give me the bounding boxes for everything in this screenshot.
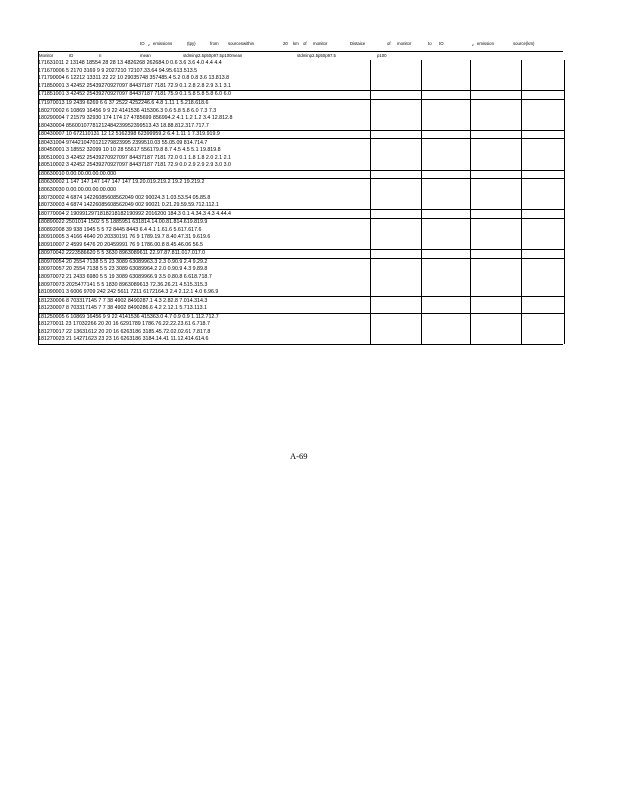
empty-cell <box>371 242 422 250</box>
header-tO-2: tO <box>439 41 444 46</box>
empty-cell <box>371 83 422 91</box>
table-row <box>38 68 565 76</box>
table-row <box>38 115 565 123</box>
empty-cell <box>522 297 565 305</box>
table-row <box>38 107 565 115</box>
empty-cell <box>471 91 522 100</box>
empty-cell <box>522 202 565 210</box>
empty-cell <box>522 170 565 179</box>
empty-cell <box>371 122 422 130</box>
empty-cell <box>522 194 565 202</box>
empty-cell <box>371 250 422 259</box>
empty-cell <box>371 107 422 115</box>
row-text: 180890022 2501014 1502 5 5 1885951 631814.14.00.81.814.619.819.9 <box>38 218 371 226</box>
empty-cell <box>471 329 522 337</box>
header-tO: tO <box>140 41 145 46</box>
empty-cell <box>422 218 471 226</box>
row-text: 180892008 39 938 1945 5 5 72 8445 8443 6.4 4.1 1.61.6 5.617.617.6 <box>38 226 371 234</box>
table-top-rule <box>38 51 563 52</box>
empty-cell <box>522 313 565 321</box>
row-text: 180430007 10 672110131 12 12 5162398 62399959.2 6.4 1.11 1 7.319.919.9 <box>38 130 371 139</box>
empty-cell <box>522 162 565 170</box>
empty-cell <box>371 194 422 202</box>
empty-cell <box>471 107 522 115</box>
header-source-km: source(km) <box>513 41 535 46</box>
empty-cell <box>471 242 522 250</box>
table-row <box>38 162 565 170</box>
row-text: 181090001 3 6006 9709 242 242 5611 7211 6172164.3 2.4 2.12.1 4.0 6.96.9 <box>38 289 371 297</box>
empty-cell <box>371 313 422 321</box>
table-row <box>38 60 565 68</box>
empty-cell <box>422 68 471 76</box>
empty-cell <box>522 210 565 219</box>
header-stats-col-2: stdminp2.5p50p97.5 <box>297 53 336 58</box>
table-row <box>38 266 565 274</box>
empty-cell <box>422 305 471 313</box>
table-row <box>38 297 565 305</box>
table-row <box>38 194 565 202</box>
empty-cell <box>471 250 522 259</box>
empty-cell <box>422 336 471 344</box>
row-text: 180970042 2223586620 5 5 3630 8963089611 22.97.87.811.017.017.0 <box>38 250 371 259</box>
table-row <box>38 226 565 234</box>
empty-cell <box>471 202 522 210</box>
empty-cell <box>522 68 565 76</box>
empty-cell <box>422 99 471 107</box>
empty-cell <box>371 218 422 226</box>
empty-cell <box>471 336 522 344</box>
empty-cell <box>422 107 471 115</box>
header-p100-col: p100 <box>377 53 387 58</box>
empty-cell <box>422 313 471 321</box>
row-text: 171851001 3 42452 25439270927097 84437187 7181 75.9 0.1 5.8 5.8 5.8 6.0 6.0 <box>38 91 371 100</box>
empty-cell <box>471 147 522 155</box>
row-text: 180431004 9744210470121279823995 2399510.03 55.05.09 814.714.7 <box>38 139 371 147</box>
header-km: km <box>293 41 299 46</box>
empty-cell <box>471 321 522 329</box>
row-text: 171631011 2 13148 18554 28 28 13 4826268 262684.0 0.6 3.6 3.6 4.0 4.4 4.4 <box>38 60 371 68</box>
row-text: 171970013 19 2439 6269 6 6 37 2522 4252246.6 4.8 1.11 1 5.218.618.6 <box>38 99 371 107</box>
empty-cell <box>422 202 471 210</box>
empty-cell <box>522 107 565 115</box>
empty-cell <box>371 170 422 179</box>
empty-cell <box>471 122 522 130</box>
table-row <box>38 321 565 329</box>
empty-cell <box>471 99 522 107</box>
empty-cell <box>522 274 565 282</box>
header-stats-col: stdminp2.5p50p97.5p100mean <box>183 53 243 58</box>
header-monitor-2: monitor <box>397 41 412 46</box>
empty-cell <box>371 130 422 139</box>
header-n-col: n <box>99 53 102 58</box>
empty-cell <box>371 258 422 266</box>
empty-cell <box>422 258 471 266</box>
row-text: 180910005 3 4166 4640 20 20330191 76 9 1789.19.7 8.40.47.31 9.619.6 <box>38 234 371 242</box>
row-text: 180970073 2025477141 5 5 1830 8963089613 72.36.26.21 4.515.315.3 <box>38 281 371 289</box>
empty-cell <box>471 281 522 289</box>
empty-cell <box>422 139 471 147</box>
empty-cell <box>371 226 422 234</box>
row-text: 180510001 3 42452 25439270927097 84437187 7181 72.0 0.1 1.8 1.8 2.0 2.1 2.1 <box>38 155 371 163</box>
empty-cell <box>422 226 471 234</box>
empty-cell <box>371 99 422 107</box>
empty-cell <box>371 281 422 289</box>
empty-cell <box>422 329 471 337</box>
empty-cell <box>522 321 565 329</box>
empty-cell <box>471 218 522 226</box>
table-row <box>38 130 565 139</box>
empty-cell <box>422 194 471 202</box>
empty-cell <box>522 218 565 226</box>
header-of-2: of <box>387 41 391 46</box>
empty-cell <box>422 281 471 289</box>
row-text: 180970072 21 2433 6980 5 5 19 3089 63089966.9 3.5 0.80.8 6.618.718.7 <box>38 274 371 282</box>
empty-cell <box>371 210 422 219</box>
row-text: 180510002 3 42452 25439270927097 84437187 7181 72.9 0.0 2.9 2.9 2.9 3.0 3.0 <box>38 162 371 170</box>
row-text: 180730002 4 6874 14226085608562049 002 90024.3 1.03.53.54 05.85.8 <box>38 194 371 202</box>
table-row <box>38 91 565 100</box>
row-text: 181270017 22 13631612 20 20 16 6263186 3185.45.72.02.02.61 7.817.8 <box>38 329 371 337</box>
table-row <box>38 99 565 107</box>
header-of: of <box>303 41 307 46</box>
empty-cell <box>471 187 522 195</box>
row-text: 180430004 85600107781212484239952399513.43 18.88.812.317.717.7 <box>38 122 371 130</box>
table-row <box>38 258 565 266</box>
empty-cell <box>522 187 565 195</box>
empty-cell <box>422 266 471 274</box>
empty-cell <box>422 274 471 282</box>
empty-cell <box>471 305 522 313</box>
table-row <box>38 336 565 344</box>
empty-cell <box>422 321 471 329</box>
empty-cell <box>422 91 471 100</box>
empty-cell <box>371 179 422 187</box>
row-text: 180630002 1 147 147 147 147 147 147 19.20.019.219.2 19.2 19.219.2 <box>38 179 371 187</box>
table-row <box>38 187 565 195</box>
empty-cell <box>471 226 522 234</box>
empty-cell <box>471 68 522 76</box>
header-20: 20 <box>283 41 288 46</box>
empty-cell <box>422 234 471 242</box>
table-row <box>38 75 565 83</box>
row-text: 180970054 20 2554 7138 5 5 23 3089 63089963.3 2.3 0.90.9 2.4 9.29.2 <box>38 258 371 266</box>
empty-cell <box>522 226 565 234</box>
table-row <box>38 179 565 187</box>
empty-cell <box>371 274 422 282</box>
empty-cell <box>422 130 471 139</box>
row-text: 171790004 6 12212 13311 22 22 10 29035748 357485.4 5.2 0.8 0.8 3.6 13.813.8 <box>38 75 371 83</box>
empty-cell <box>371 305 422 313</box>
empty-cell <box>471 83 522 91</box>
empty-cell <box>522 91 565 100</box>
empty-cell <box>522 258 565 266</box>
empty-cell <box>422 289 471 297</box>
empty-cell <box>371 115 422 123</box>
empty-cell <box>371 162 422 170</box>
row-text: 181270011 23 17032266 20 20 16 6291789 1786.76.22.22.23.61 6.718.7 <box>38 321 371 329</box>
table-row <box>38 147 565 155</box>
empty-cell <box>522 139 565 147</box>
table-row <box>38 281 565 289</box>
empty-cell <box>422 122 471 130</box>
empty-cell <box>522 83 565 91</box>
row-text: 180630010 0.00.00.00.00.00.000 <box>38 170 371 179</box>
header-emissions: emissions <box>153 41 173 46</box>
table-row <box>38 274 565 282</box>
row-text: 181270023 21 14271623 23 23 16 6263186 3184.14.41 11.12.414.614.6 <box>38 336 371 344</box>
table-row <box>38 202 565 210</box>
empty-cell <box>471 258 522 266</box>
empty-cell <box>422 75 471 83</box>
empty-cell <box>422 115 471 123</box>
header-distance: Distaice <box>350 41 366 46</box>
empty-cell <box>522 234 565 242</box>
empty-cell <box>471 75 522 83</box>
table-row <box>38 329 565 337</box>
row-text: 180450001 3 18552 32099 10 10 28 55617 556179.8 8.7 4.5 4.5 5.1 19.819.8 <box>38 147 371 155</box>
empty-cell <box>422 147 471 155</box>
table-row <box>38 122 565 130</box>
empty-cell <box>522 242 565 250</box>
header-subscript-2: 2 <box>472 43 474 47</box>
empty-cell <box>522 281 565 289</box>
empty-cell <box>422 162 471 170</box>
empty-cell <box>471 179 522 187</box>
row-text: 180970057 20 2554 7138 5 5 23 3089 63089964.2 2.0 0.90.9 4.3 9.89.8 <box>38 266 371 274</box>
empty-cell <box>471 60 522 68</box>
empty-cell <box>522 130 565 139</box>
table-row <box>38 289 565 297</box>
empty-cell <box>422 155 471 163</box>
table-row <box>38 234 565 242</box>
header-mean-col: mean <box>140 53 151 58</box>
empty-cell <box>422 170 471 179</box>
row-text: 171850001 3 42452 25439270927097 84437187 7181 72.9 0.1 2.8 2.8 2.9 3.1 3.1 <box>38 83 371 91</box>
table-row <box>38 250 565 259</box>
empty-cell <box>371 187 422 195</box>
row-text: 180290004 7 21579 32930 174 174 17 4785699 856994.2 4.1 1.2 1.2 3.4 12.812.8 <box>38 115 371 123</box>
empty-cell <box>522 122 565 130</box>
row-text: 180270002 6 10869 16456 9 9 22 4141536 415306.3 0.6 5.8 5.8 6.0 7.3 7.3 <box>38 107 371 115</box>
table-row <box>38 313 565 321</box>
row-text: 180730003 4 6874 14226085608562049 002 90021 0.21.29.59.59.712.112.1 <box>38 202 371 210</box>
empty-cell <box>371 297 422 305</box>
header-subscript: 2 <box>148 43 150 47</box>
header-sourceswithin: sourceswithin <box>228 41 255 46</box>
table-row <box>38 155 565 163</box>
empty-cell <box>522 115 565 123</box>
page-number: A-69 <box>290 451 308 461</box>
empty-cell <box>471 289 522 297</box>
empty-cell <box>371 68 422 76</box>
empty-cell <box>371 336 422 344</box>
table-row <box>38 83 565 91</box>
empty-cell <box>522 99 565 107</box>
empty-cell <box>471 139 522 147</box>
empty-cell <box>471 234 522 242</box>
row-text: 171670006 5 2170 3169 9 9 2027210 72107.33.64 94.95.613.513.5 <box>38 68 371 76</box>
table-bottom-rule <box>38 344 563 345</box>
row-text: 181230006 8 703317145 7 7 38 4902 8490287.1 4.3 2.82.8 7.014.314.3 <box>38 297 371 305</box>
empty-cell <box>522 155 565 163</box>
empty-cell <box>522 60 565 68</box>
header-from: from <box>210 41 219 46</box>
empty-cell <box>422 210 471 219</box>
empty-cell <box>522 250 565 259</box>
table-left-rule <box>38 51 39 344</box>
header-to: to <box>428 41 432 46</box>
empty-cell <box>471 155 522 163</box>
empty-cell <box>522 266 565 274</box>
empty-cell <box>471 162 522 170</box>
table-row <box>38 305 565 313</box>
header-id-col: ID <box>69 53 74 58</box>
empty-cell <box>422 83 471 91</box>
empty-cell <box>471 274 522 282</box>
empty-cell <box>422 242 471 250</box>
row-text: 181250005 6 10869 16456 9 9 22 4141536 415363.0 4.7 0.9 0.9 1.112.712.7 <box>38 313 371 321</box>
row-text: 180770004 2 1909912971818218182190992 2016200 184.3 0.1 4.34.3 4.3 4.44.4 <box>38 210 371 219</box>
empty-cell <box>522 329 565 337</box>
empty-cell <box>422 187 471 195</box>
row-text: 180630030 0.00.00.00.00.00.000 <box>38 187 371 195</box>
header-tpy: (tpy) <box>187 41 196 46</box>
empty-cell <box>471 266 522 274</box>
empty-cell <box>471 297 522 305</box>
empty-cell <box>371 266 422 274</box>
empty-cell <box>471 210 522 219</box>
table-row <box>38 170 565 179</box>
empty-cell <box>471 313 522 321</box>
header-emission: emission <box>477 41 494 46</box>
empty-cell <box>371 155 422 163</box>
empty-cell <box>422 250 471 259</box>
empty-cell <box>471 194 522 202</box>
empty-cell <box>371 202 422 210</box>
header-monitor-col: Monitor <box>39 53 54 58</box>
row-text: 181230007 8 703317145 7 7 38 4902 8490286.6 4.2 2.12.1 5.713.113.1 <box>38 305 371 313</box>
table-row <box>38 218 565 226</box>
table-row <box>38 139 565 147</box>
empty-cell <box>371 60 422 68</box>
empty-cell <box>371 147 422 155</box>
empty-cell <box>522 289 565 297</box>
empty-cell <box>522 75 565 83</box>
empty-cell <box>471 170 522 179</box>
row-text: 180910007 2 4599 6476 20 20459991 76 9 1786.00.8 8.45.46.06 56.5 <box>38 242 371 250</box>
empty-cell <box>371 234 422 242</box>
empty-cell <box>522 336 565 344</box>
table-row <box>38 242 565 250</box>
empty-cell <box>471 115 522 123</box>
monitor-emissions-table <box>38 60 565 344</box>
empty-cell <box>371 321 422 329</box>
header-monitor: monitor <box>313 41 328 46</box>
empty-cell <box>371 91 422 100</box>
empty-cell <box>422 179 471 187</box>
empty-cell <box>371 139 422 147</box>
empty-cell <box>522 147 565 155</box>
empty-cell <box>522 179 565 187</box>
empty-cell <box>371 75 422 83</box>
empty-cell <box>422 60 471 68</box>
empty-cell <box>422 297 471 305</box>
empty-cell <box>371 289 422 297</box>
empty-cell <box>522 305 565 313</box>
empty-cell <box>471 130 522 139</box>
table-row <box>38 210 565 219</box>
empty-cell <box>371 329 422 337</box>
